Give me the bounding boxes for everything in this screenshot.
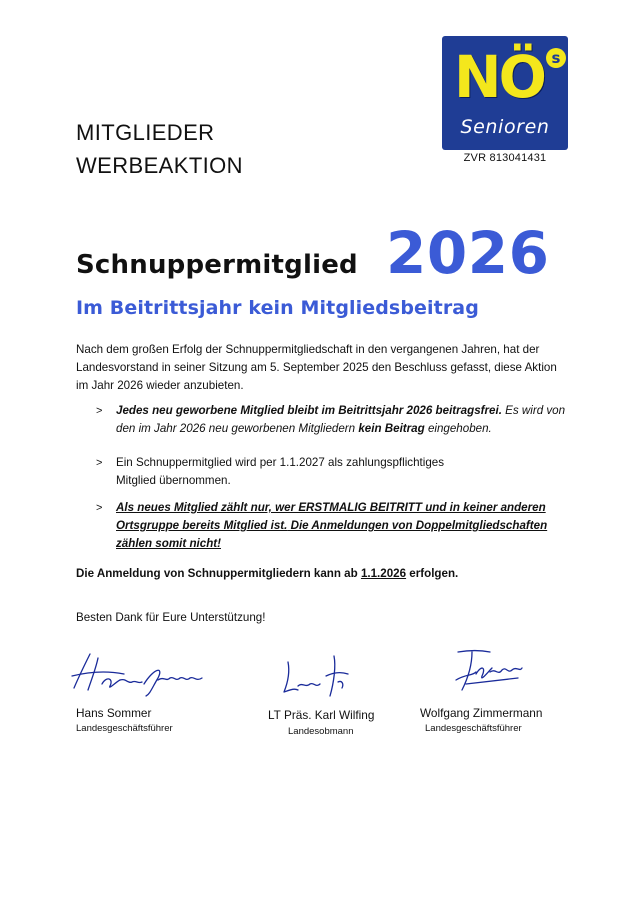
bullet-arrow-icon: > — [96, 457, 103, 469]
intro-line-2: Landesvorstand in seiner Sitzung am 5. September 2025 den Beschluss gefasst, diese Aktion — [76, 361, 557, 374]
logo-noe-text: NÖ — [454, 43, 545, 111]
heading-line-2: WERBEAKTION — [76, 153, 243, 178]
bullet-3-line-3: zählen somit nicht! — [116, 537, 221, 550]
intro-line-3: im Jahr 2026 wieder anzubieten. — [76, 379, 244, 392]
bullet-arrow-icon: > — [96, 502, 103, 514]
logo-s-circle-icon: s — [546, 48, 566, 68]
bullet-3-line-2a: Ortsgruppe bereits Mitglied ist. — [116, 519, 288, 532]
noe-senioren-logo — [442, 36, 568, 168]
registration-text: Die Anmeldung von Schnuppermitgliedern kann ab — [76, 567, 361, 580]
zvr-number: ZVR 813041431 — [463, 152, 547, 164]
signer-role: Landesgeschäftsführer — [76, 723, 173, 734]
bullet-arrow-icon: > — [96, 405, 103, 417]
heading-line-1: MITGLIEDER — [76, 120, 215, 145]
registration-date: 1.1.2026 — [360, 567, 407, 580]
bullet-2-line-1: Ein Schnuppermitglied wird per 1.1.2027 als zahlungspflichtiges — [116, 456, 445, 469]
signer-name: Wolfgang Zimmermann — [420, 706, 543, 720]
signer-role: Landesgeschäftsführer — [425, 723, 522, 734]
logo-senioren-text: Senioren — [460, 116, 550, 138]
title-year: 2026 — [386, 219, 550, 287]
page-title: Schnuppermitglied — [76, 250, 358, 280]
page-subtitle: Im Beitrittsjahr kein Mitgliedsbeitrag — [76, 297, 479, 319]
bullet-1-text: Es wird von — [501, 404, 566, 417]
bullet-1-keyword: kein Beitrag — [358, 422, 425, 435]
signer-name: Hans Sommer — [76, 706, 152, 720]
bullet-3-line-2b: Die Anmeldungen von Doppelmitgliedschaften — [287, 519, 548, 532]
signer-name: LT Präs. Karl Wilfing — [268, 708, 375, 722]
intro-paragraph — [76, 341, 566, 395]
intro-line-1: Nach dem großen Erfolg der Schnuppermitgliedschaft in den vergangenen Jahren, hat der — [76, 343, 540, 356]
bullet-1-text-2: den im Jahr 2026 neu geworbenen Mitgliedern — [116, 422, 359, 435]
registration-text-end: erfolgen. — [406, 567, 459, 580]
bullet-1-emphasis: Jedes neu geworbene Mitglied bleibt im Beitrittsjahr 2026 beitragsfrei. — [116, 404, 502, 417]
signature-karl-wilfing — [276, 652, 366, 702]
registration-note — [76, 567, 458, 580]
bullet-2-line-2: Mitglied übernommen. — [116, 474, 231, 487]
bullet-1-text-3: eingehoben. — [424, 422, 492, 435]
signature-hans-sommer — [66, 648, 216, 698]
thanks-line: Besten Dank für Eure Unterstützung! — [76, 611, 266, 624]
signer-role: Landesobmann — [288, 726, 354, 737]
bullet-3-line-1: Als neues Mitglied zählt nur, wer ERSTMALIG BEITRITT und in keiner anderen — [116, 501, 546, 514]
campaign-heading — [76, 116, 243, 182]
logo-badge — [442, 36, 568, 150]
signature-wolfgang-zimmermann — [446, 644, 526, 696]
